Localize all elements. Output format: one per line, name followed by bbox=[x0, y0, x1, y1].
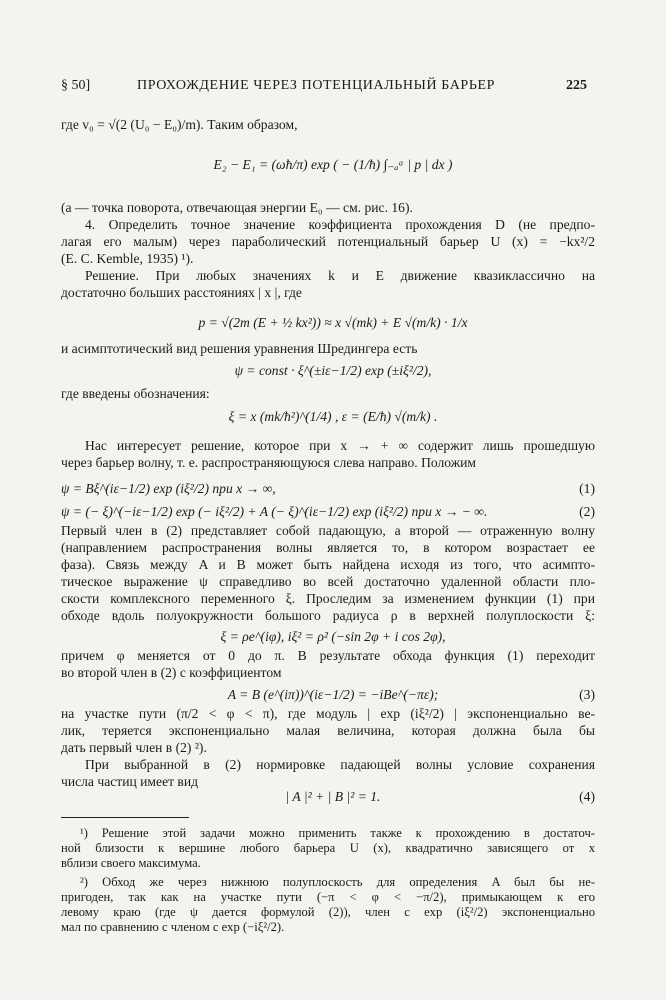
text-line: Нас интересует решение, которое при x → + ∞ содержит лишь прошедшую bbox=[85, 438, 595, 453]
text-line: и асимптотический вид решения уравнения Шредингера есть bbox=[61, 341, 418, 356]
text-line: числа частиц имеет вид bbox=[61, 774, 199, 789]
footnote-1-line: вблизи своего максимума. bbox=[61, 856, 201, 870]
equation-energy-splitting: E₂ − E₁ = (ωħ/π) exp ( − (1/ħ) ∫₋ₐᵃ | p | dx ) bbox=[213, 157, 453, 172]
equation-1: ψ = Bξ^(iε−1/2) exp (iξ²/2) при x → ∞, bbox=[61, 481, 276, 496]
equation-4: | A |² + | B |² = 1. bbox=[285, 789, 381, 804]
solution-line: Решение. При любых значениях k и E движение квазиклассично на bbox=[85, 268, 595, 283]
footnote-2-line: ²) Обход же через нижнюю полуплоскость для определения A был бы не- bbox=[80, 875, 595, 889]
problem-4-line: 4. Определить точное значение коэффициента прохождения D (не предпо- bbox=[85, 217, 595, 232]
section-marker: § 50] bbox=[61, 78, 91, 93]
text-line: При выбранной в (2) нормировке падающей волны условие сохранения bbox=[85, 757, 595, 772]
equation-number: (2) bbox=[579, 504, 595, 519]
page-number: 225 bbox=[566, 78, 587, 93]
text-line: скости комплексного переменного ξ. Проследим за изменением функции (1) при bbox=[61, 591, 595, 606]
equation-number: (1) bbox=[579, 481, 595, 496]
text-line: достаточно больших расстояниях | x |, где bbox=[61, 285, 302, 300]
footnote-1-line: ¹) Решение этой задачи можно применить также к прохождению в достаточ- bbox=[80, 826, 595, 840]
running-title: ПРОХОЖДЕНИЕ ЧЕРЕЗ ПОТЕНЦИАЛЬНЫЙ БАРЬЕР bbox=[137, 78, 495, 93]
text-line: где v₀ = √(2 (U₀ − E₀)/m). Таким образом, bbox=[61, 117, 298, 132]
text-line: где введены обозначения: bbox=[61, 386, 210, 401]
equation-momentum: p = √(2m (E + ½ kx²)) ≈ x √(mk) + E √(m/k) · 1/x bbox=[198, 315, 468, 330]
equation-contour: ξ = ρe^(iφ), iξ² = ρ² (−sin 2φ + i cos 2φ), bbox=[220, 629, 446, 644]
footnote-2-line: левому краю (где ψ дается формулой (2)), член с exp (iξ²/2) экспоненциально bbox=[61, 905, 595, 919]
footnote-1-line: ной близости к вершине любого барьера U (x), квадратично зависящего от x bbox=[61, 841, 595, 855]
footnote-2-line: пригоден, так как на участке пути (−π < φ < −π/2), примыкающем к его bbox=[61, 890, 595, 904]
text-line: (направлением распространения волны является то, в котором возрастает ее bbox=[61, 540, 595, 555]
text-line: лик, теряется экспоненциально малая величина, которая должна была бы bbox=[61, 723, 595, 738]
text-line: через барьер волну, т. е. распространяющуюся слева направо. Положим bbox=[61, 455, 477, 470]
equation-notation: ξ = x (mk/ħ²)^(1/4) , ε = (E/ħ) √(m/k) . bbox=[228, 409, 438, 424]
equation-asymptotic-psi: ψ = const · ξ^(±iε−1/2) exp (±iξ²/2), bbox=[234, 363, 432, 378]
equation-2: ψ = (− ξ)^(−iε−1/2) exp (− iξ²/2) + A (− ξ)^(iε−1/2) exp (iξ²/2) при x → − ∞. bbox=[61, 504, 488, 519]
text-line: (a — точка поворота, отвечающая энергии E₀ — см. рис. 16). bbox=[61, 200, 413, 215]
equation-number: (3) bbox=[579, 687, 595, 702]
footnote-divider bbox=[61, 817, 189, 818]
text-line: на участке пути (π/2 < φ < π), где модуль | exp (iξ²/2) | экспоненциально ве- bbox=[61, 706, 595, 721]
problem-4-line: (E. C. Kemble, 1935) ¹). bbox=[61, 251, 194, 266]
footnote-2-line: мал по сравнению с членом с exp (−iξ²/2). bbox=[61, 920, 285, 934]
text-line: фаза). Связь между A и B может быть найдена исходя из того, что асимпто- bbox=[61, 557, 595, 572]
equation-number: (4) bbox=[579, 789, 595, 804]
text-line: обходе вдоль полуокружности большого радиуса ρ в верхней полуплоскости ξ: bbox=[61, 608, 595, 623]
problem-4-line: лагая его малым) через параболический потенциальный барьер U (x) = −kx²/2 bbox=[61, 234, 595, 249]
text-line: во второй член в (2) с коэффициентом bbox=[61, 665, 282, 680]
text-line: тическое выражение ψ справедливо во всей достаточно удаленной области пло- bbox=[61, 574, 595, 589]
text-line: Первый член в (2) представляет собой падающую, а второй — отраженную волну bbox=[61, 523, 595, 538]
text-line: дать первый член в (2) ²). bbox=[61, 740, 207, 755]
text-line: причем φ меняется от 0 до π. В результате обхода функция (1) переходит bbox=[61, 648, 595, 663]
equation-3: A = B (e^(iπ))^(iε−1/2) = −iBe^(−πε); bbox=[227, 687, 439, 702]
